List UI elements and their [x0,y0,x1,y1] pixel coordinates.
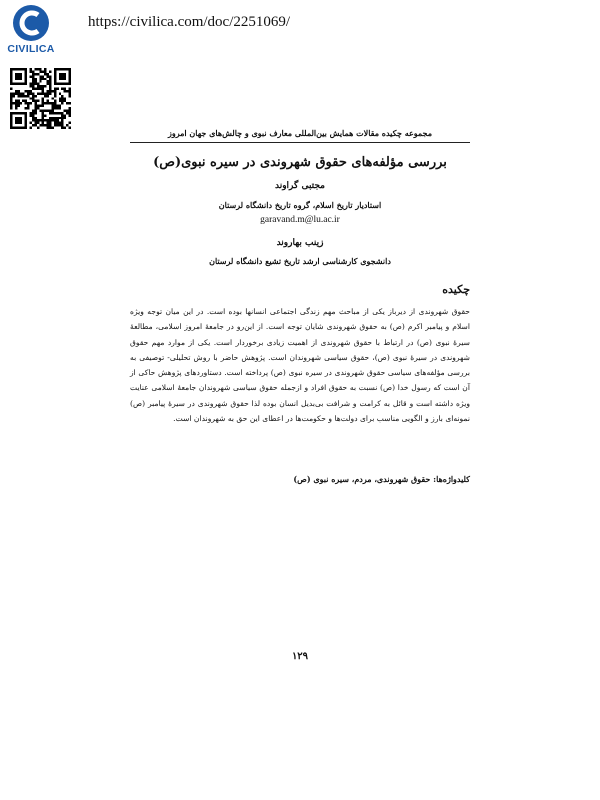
keywords-line [130,474,470,484]
document-url[interactable]: https://civilica.com/doc/2251069/ [88,14,291,30]
author-name: زینب بهاروند [276,238,324,248]
keywords-label: کلیدواژه‌ها: [433,474,470,484]
civilica-logo-icon [9,4,53,42]
author-affiliation: دانشجوی کارشناسی ارشد تاریخ تشیع دانشگاه لرستان [209,256,391,266]
qr-code-icon [10,68,71,129]
author-email: garavand.m@lu.ac.ir [260,215,340,225]
page-number: ۱۲۹ [291,651,309,662]
author-name: مجتبی گراوند [274,181,326,191]
author-affiliation: استادیار تاریخ اسلام، گروه تاریخ دانشگاه لرستان [218,200,382,210]
paper-title: بررسی مؤلفه‌های حقوق شهروندی در سیره نبوی(ص) [153,155,447,170]
abstract-text: حقوق شهروندی از دیرباز یکی از مباحث مهم زندگی اجتماعی انسانها بوده است. در این میان توجه ویژه اسلام و پیامبر اکرم (ص) به حقوق شهروندی شایان توجه است. از این‌رو در جامعۀ امروز اسلامی، مطالعۀ سیرۀ نبوی (ص) در ارتباط با حقوق شهروندی از اهمیت زیادی برخوردار است. یکی از موارد مهم حقوق شهروندی در سیرۀ نبوی (ص)، حقوق سیاسی شهروندان است. پژوهش حاضر با روش تحلیلی- توصیفی به بررسی مؤلفه‌های سیاسی حقوق شهروندی در سیره نبوی (ص) پرداخته است. دستاوردهای پژوهش حاکی از آن است که رسول خدا (ص) نسبت به حقوق افراد و ازجمله حقوق سیاسی شهروندان جامعۀ اسلامی عنایت ویژه داشته است و قائل به کرامت و شرافت بی‌بدیل انسان بوده لذا حقوق شهروندی در سیرۀ پیامبر (ص) نمونه‌ای بارز و الگویی مناسب برای دولت‌ها و حکومت‌ها در اعطای این حق به شهروندان است. [130,307,470,424]
logo-text: CIVILICA [7,43,55,55]
civilica-logo[interactable] [6,4,56,55]
running-head: مجموعه چکیده مقالات همایش بین‌المللی معارف نبوی و چالش‌های جهان امروز [130,128,470,143]
keywords-text: حقوق شهروندی، مردم، سیره نبوی (ص) [293,474,431,484]
abstract-heading: چکیده [442,283,470,296]
